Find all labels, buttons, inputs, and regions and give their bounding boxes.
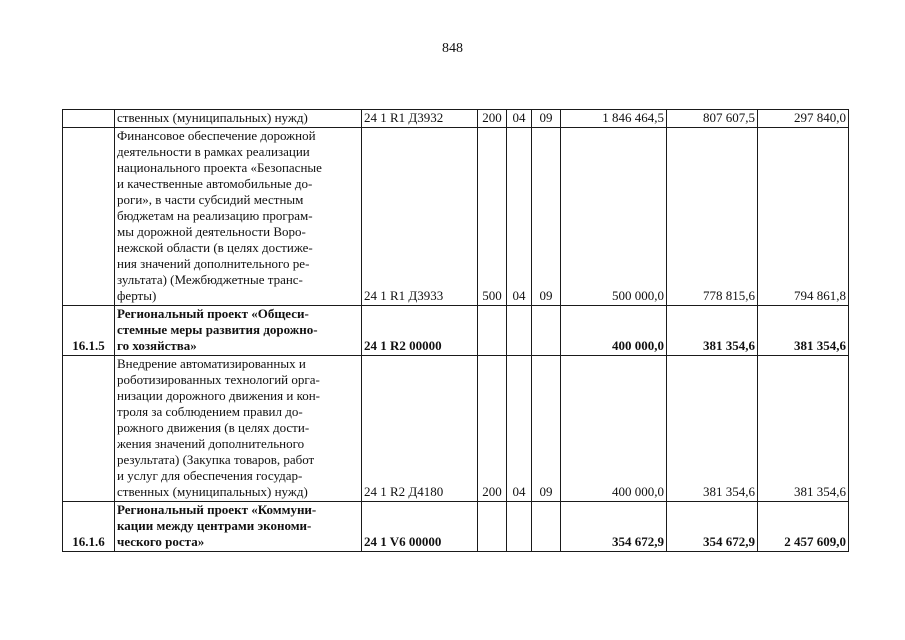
row-name-line: ственных (муниципальных) нужд) <box>117 484 308 499</box>
expense-type-cell: 200 <box>478 110 507 128</box>
row-name-line: деятельности в рамках реализации <box>117 144 310 159</box>
row-name-line: и услуг для обеспечения государ- <box>117 468 303 483</box>
amount-year3-cell: 381 354,6 <box>758 306 849 356</box>
row-name-line: стемные меры развития дорожно- <box>117 322 318 337</box>
table-row <box>63 128 849 306</box>
subsection-cell <box>532 502 561 552</box>
row-name-line: и качественные автомобильные до- <box>117 176 313 191</box>
row-name-line: Внедрение автоматизированных и <box>117 356 306 371</box>
target-code-cell: 24 1 V6 00000 <box>362 502 478 552</box>
subsection-cell <box>532 306 561 356</box>
row-name-cell <box>115 128 362 306</box>
table-row <box>63 356 849 502</box>
subsection-cell: 09 <box>532 356 561 502</box>
target-code-cell: 24 1 R2 00000 <box>362 306 478 356</box>
expense-type-cell: 200 <box>478 356 507 502</box>
amount-year2-cell: 778 815,6 <box>667 128 758 306</box>
expense-type-cell <box>478 306 507 356</box>
section-cell <box>507 502 532 552</box>
table-row <box>63 306 849 356</box>
target-code-cell: 24 1 R2 Д4180 <box>362 356 478 502</box>
row-name-line: го хозяйства» <box>117 338 197 353</box>
amount-year1-cell: 400 000,0 <box>561 306 667 356</box>
row-name-line: кации между центрами экономи- <box>117 518 312 533</box>
amount-year2-cell: 354 672,9 <box>667 502 758 552</box>
amount-year3-cell: 2 457 609,0 <box>758 502 849 552</box>
page-number: 848 <box>442 41 463 56</box>
target-code-cell: 24 1 R1 Д3933 <box>362 128 478 306</box>
row-name-cell <box>115 110 362 128</box>
amount-year3-cell: 794 861,8 <box>758 128 849 306</box>
amount-year2-cell: 807 607,5 <box>667 110 758 128</box>
row-name-line: рожного движения (в целях дости- <box>117 420 310 435</box>
amount-year3-cell: 297 840,0 <box>758 110 849 128</box>
section-cell <box>507 306 532 356</box>
row-name-line: Региональный проект «Общеси- <box>117 306 309 321</box>
row-number-cell <box>63 128 115 306</box>
row-name-line: мы дорожной деятельности Воро- <box>117 224 306 239</box>
row-name-line: результата) (Закупка товаров, работ <box>117 452 315 467</box>
amount-year3-cell: 381 354,6 <box>758 356 849 502</box>
subsection-cell: 09 <box>532 110 561 128</box>
amount-year2-cell: 381 354,6 <box>667 306 758 356</box>
row-name-line: национального проекта «Безопасные <box>117 160 322 175</box>
amount-year1-cell: 354 672,9 <box>561 502 667 552</box>
row-name-line: ственных (муниципальных) нужд) <box>117 110 308 125</box>
expense-type-cell <box>478 502 507 552</box>
budget-table <box>62 109 849 552</box>
amount-year1-cell: 1 846 464,5 <box>561 110 667 128</box>
table-row <box>63 110 849 128</box>
row-name-line: зультата) (Межбюджетные транс- <box>117 272 303 287</box>
row-name-line: Финансовое обеспечение дорожной <box>117 128 316 143</box>
row-name-line: бюджетам на реализацию програм- <box>117 208 313 223</box>
amount-year1-cell: 500 000,0 <box>561 128 667 306</box>
section-cell: 04 <box>507 128 532 306</box>
row-name-line: ния значений дополнительного ре- <box>117 256 310 271</box>
row-name-cell <box>115 306 362 356</box>
row-name-line: ферты) <box>117 288 157 303</box>
row-number-cell: 16.1.6 <box>63 502 115 552</box>
amount-year2-cell: 381 354,6 <box>667 356 758 502</box>
row-name-line: ческого роста» <box>117 534 205 549</box>
section-cell: 04 <box>507 356 532 502</box>
row-name-line: жения значений дополнительного <box>117 436 305 451</box>
section-cell: 04 <box>507 110 532 128</box>
subsection-cell: 09 <box>532 128 561 306</box>
amount-year1-cell: 400 000,0 <box>561 356 667 502</box>
row-name-line: нежской области (в целях достиже- <box>117 240 313 255</box>
row-name-line: Региональный проект «Коммуни- <box>117 502 317 517</box>
row-name-line: роги», в части субсидий местным <box>117 192 304 207</box>
row-name-line: низации дорожного движения и кон- <box>117 388 321 403</box>
row-name-cell <box>115 502 362 552</box>
row-name-line: роботизированных технологий орга- <box>117 372 320 387</box>
row-number-cell <box>63 110 115 128</box>
table-row <box>63 502 849 552</box>
row-number-cell: 16.1.5 <box>63 306 115 356</box>
row-name-cell <box>115 356 362 502</box>
target-code-cell: 24 1 R1 Д3932 <box>362 110 478 128</box>
expense-type-cell: 500 <box>478 128 507 306</box>
row-name-line: троля за соблюдением правил до- <box>117 404 303 419</box>
row-number-cell <box>63 356 115 502</box>
